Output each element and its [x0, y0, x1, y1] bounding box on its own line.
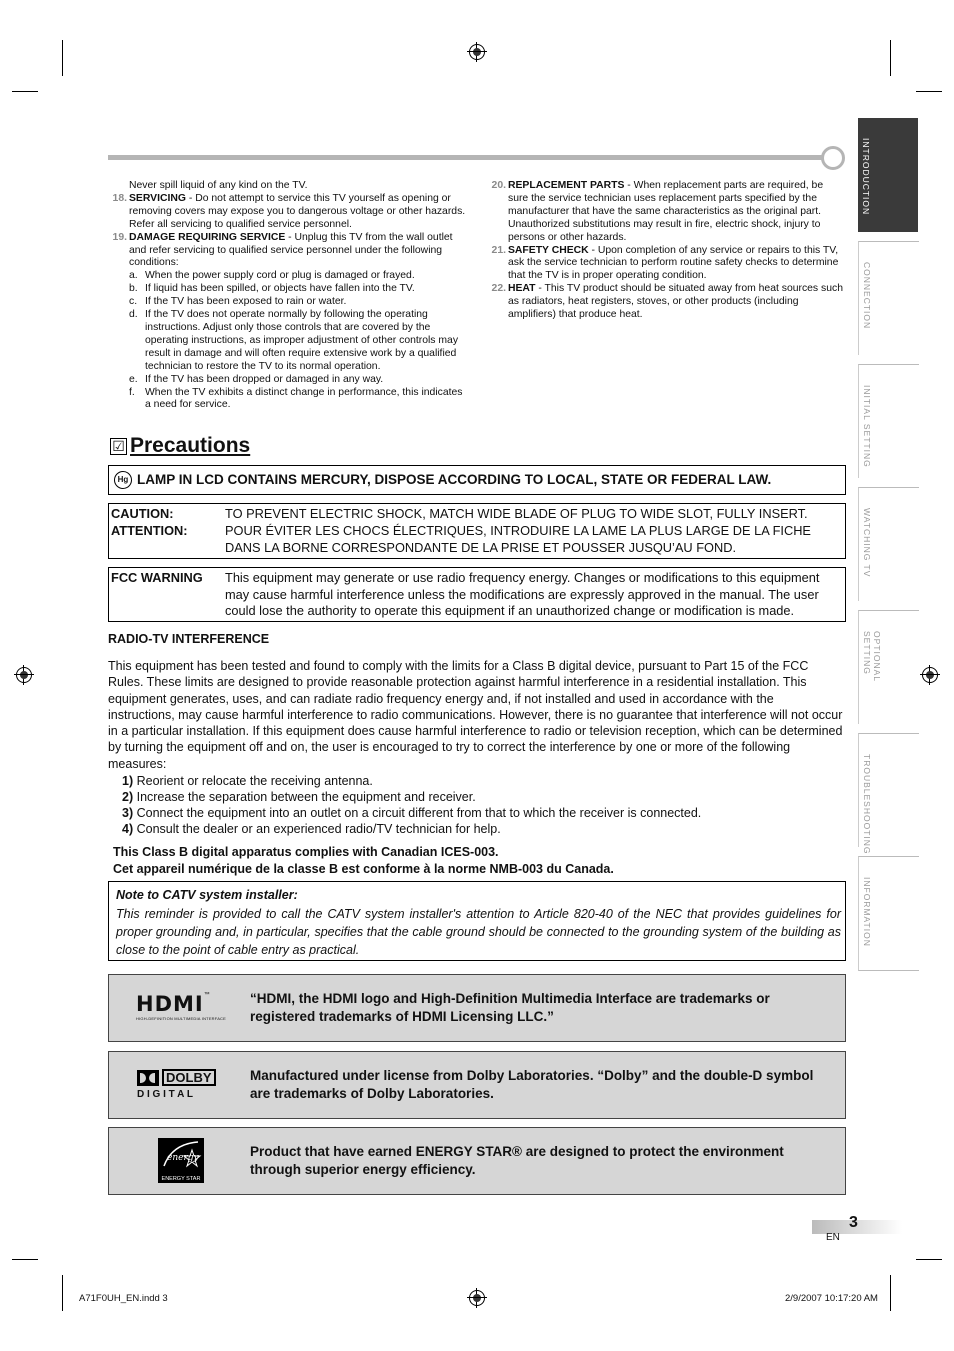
measure-number: 2)	[122, 790, 134, 804]
svg-text:energy: energy	[167, 1153, 199, 1163]
condition-text: If liquid has been spilled, or objects have fallen into the TV.	[145, 283, 415, 295]
attention-label: ATTENTION:	[111, 523, 188, 538]
tab-label: OPTIONAL SETTING	[862, 631, 882, 682]
item-title: REPLACEMENT PARTS	[508, 180, 625, 191]
item-text: - This TV product should be situated away from heat sources such as radiators, heat registers, stoves, or other products (including amplifiers) that produce heat.	[508, 283, 843, 321]
crop-mark	[916, 91, 942, 92]
condition-item	[109, 309, 469, 374]
condition-letter: f.	[129, 386, 135, 398]
crop-mark	[890, 40, 891, 76]
crop-mark	[62, 40, 63, 76]
crop-mark	[890, 1275, 891, 1311]
item-number: 20.	[491, 180, 506, 191]
caution-label: CAUTION:	[111, 506, 174, 521]
mercury-warning-box	[108, 465, 846, 495]
hdmi-trademark-box	[108, 974, 846, 1042]
language-code: EN	[826, 1232, 840, 1243]
item-number: 18.	[112, 192, 127, 204]
item-text: - Do not attempt to service this TV yourself as opening or removing covers may expose you to dangerous voltage or other hazards. Refer all servicing to qualified service personnel.	[129, 192, 466, 230]
hdmi-logo	[136, 992, 226, 1021]
dolby-logo	[137, 1069, 216, 1100]
item-number: 21.	[491, 244, 506, 256]
safety-item-20	[488, 180, 846, 245]
footer-filename: A71F0UH_EN.indd 3	[79, 1293, 168, 1304]
condition-item	[109, 374, 469, 387]
canada-notice-en: This Class B digital apparatus complies with Canadian ICES-003.	[113, 845, 499, 859]
crop-mark	[916, 1259, 942, 1260]
catv-note-box	[108, 881, 846, 961]
measure-text: Consult the dealer or an experienced radio/TV technician for help.	[133, 822, 501, 836]
footer-date: 2/9/2007 10:17:20 AM	[785, 1293, 878, 1304]
energy-star-box	[108, 1127, 846, 1195]
condition-text: If the TV has been exposed to rain or water.	[145, 296, 347, 308]
item-text: - Upon completion of any service or repairs to this TV, ask the service technician to perform routine safety checks to determine that the TV is in proper operating condition.	[508, 244, 839, 282]
condition-letter: c.	[129, 296, 138, 308]
condition-letter: b.	[129, 283, 138, 295]
double-d-icon	[137, 1070, 159, 1086]
measure-item	[122, 790, 476, 804]
dolby-logo-text: DOLBY	[162, 1069, 216, 1086]
page-number: 3	[849, 1214, 858, 1231]
item-number: 22.	[491, 283, 506, 295]
measure-item	[122, 822, 501, 836]
condition-text: If the TV has been dropped or damaged in any way.	[145, 373, 384, 385]
item-text: - Unplug this TV from the wall outlet and refer servicing to qualified service personnel under the following conditions:	[129, 231, 453, 269]
dolby-trademark-text: Manufactured under license from Dolby Laboratories. “Dolby” and the double-D symbol are trademarks of Dolby Laboratories.	[250, 1068, 814, 1101]
condition-letter: a.	[129, 270, 138, 282]
item-title: HEAT	[508, 283, 536, 295]
hdmi-trademark-text: “HDMI, the HDMI logo and High-Definition Multimedia Interface are trademarks or registered trademarks of HDMI Licensing LLC.”	[250, 991, 770, 1024]
measure-item	[122, 806, 701, 820]
tab-label: CONNECTION	[862, 262, 872, 330]
tab-label: INFORMATION	[862, 877, 872, 947]
mercury-warning-text: LAMP IN LCD CONTAINS MERCURY, DISPOSE ACCORDING TO LOCAL, STATE OR FEDERAL LAW.	[137, 472, 772, 487]
condition-letter: e.	[129, 373, 138, 385]
item-number: 19.	[112, 231, 127, 243]
item-title: DAMAGE REQUIRING SERVICE	[129, 231, 286, 243]
safety-intro	[109, 180, 469, 193]
fcc-text: This equipment may generate or use radio frequency energy. Changes or modifications to this equipment may cause harmful interference unless the modifications are expressly approved in the manual. The user could lose the authority to operate this equipment if an unauthorized change or modification is made.	[225, 570, 820, 618]
registration-mark-icon	[16, 667, 32, 683]
item-text: - When replacement parts are required, be sure the service technician uses replacement parts specified by the manufacturer that have the same characteristics as the original part. Unauthorized substitutions may result in fire, electric shock, injury to persons or other hazards.	[508, 180, 824, 243]
rtv-paragraph: This equipment has been tested and found to comply with the limits for a Class B digital device, pursuant to Part 15 of the FCC Rules. These limits are designed to provide reasonable protection against harmful interference in a residential installation. This equipment generates, uses, and can radiate radio frequency energy and, if not installed and used in accordance with the instructions, may cause harmful interference to radio communications. However, there is no guarantee that interference will not occur in a particular installation. If this equipment does cause harmful interference to radio or television reception, which can be determined by turning the equipment off and on, the user is encouraged to try to correct the interference by one or more of the following measures:	[108, 659, 843, 771]
rtv-heading: RADIO-TV INTERFERENCE	[108, 632, 270, 646]
fcc-warning-box	[108, 567, 846, 622]
hdmi-logo-tm: ™	[203, 992, 210, 998]
checkbox-icon: ☑	[110, 438, 127, 455]
header-circle	[821, 146, 845, 170]
registration-mark-icon	[469, 44, 485, 60]
measure-text: Reorient or relocate the receiving antenna.	[133, 774, 373, 788]
energy-star-icon	[158, 1138, 204, 1174]
header-rule	[108, 155, 824, 160]
hdmi-logo-text: HDMI	[136, 992, 204, 1016]
item-title: SAFETY CHECK	[508, 244, 589, 256]
safety-item-22	[488, 283, 846, 322]
tab-troubleshooting[interactable]	[858, 733, 919, 855]
crop-mark	[62, 1275, 63, 1311]
condition-item	[109, 296, 469, 309]
fcc-label: FCC WARNING	[111, 570, 203, 585]
condition-item	[109, 387, 469, 413]
dolby-trademark-box	[108, 1051, 846, 1119]
attention-text: POUR ÉVITER LES CHOCS ÉLECTRIQUES, INTRODUIRE LA LAME LA PLUS LARGE DE LA FICHE DANS LA BORNE CORRESPONDANTE DE LA PRISE ET POUSSER JUSQU’AU FOND.	[225, 523, 811, 555]
intro-text: Never spill liquid of any kind on the TV.	[129, 180, 308, 191]
condition-text: If the TV does not operate normally by following the operating instructions. Adjust only those controls that are covered by the operating instructions, as improper adjustment of other controls may result in damage and will often require extensive work by a qualified technician to restore the TV to its normal operation.	[145, 309, 459, 372]
measure-text: Increase the separation between the equipment and receiver.	[133, 790, 476, 804]
condition-letter: d.	[129, 309, 138, 321]
caution-box	[108, 503, 846, 559]
catv-heading: Note to CATV system installer:	[116, 888, 298, 902]
safety-item-21	[488, 245, 846, 284]
measure-item	[122, 774, 373, 788]
mercury-icon: Hg	[114, 471, 132, 489]
condition-item	[109, 283, 469, 296]
tab-connection[interactable]	[858, 241, 919, 355]
tab-initial-setting[interactable]	[858, 364, 919, 478]
tab-introduction[interactable]	[858, 118, 918, 232]
hdmi-logo-subtitle: HIGH-DEFINITION MULTIMEDIA INTERFACE	[136, 1016, 227, 1021]
item-title: SERVICING	[129, 192, 186, 204]
energy-star-text: Product that have earned ENERGY STAR® are designed to protect the environment through superior energy efficiency.	[250, 1144, 784, 1177]
registration-mark-icon	[922, 667, 938, 683]
measure-number: 4)	[122, 822, 134, 836]
condition-text: When the power supply cord or plug is damaged or frayed.	[145, 270, 415, 282]
condition-text: When the TV exhibits a distinct change in performance, this indicates a need for service.	[145, 386, 463, 411]
crop-mark	[12, 91, 38, 92]
tab-information[interactable]	[858, 856, 919, 971]
safety-left-column	[109, 180, 469, 412]
condition-item	[109, 270, 469, 283]
tab-label: WATCHING TV	[862, 508, 872, 578]
tab-label: INITIAL SETTING	[862, 385, 872, 468]
canada-notice-fr: Cet appareil numérique de la classe B est conforme à la norme NMB-003 du Canada.	[113, 862, 614, 876]
tab-label: INTRODUCTION	[861, 138, 871, 216]
crop-mark	[12, 1259, 38, 1260]
safety-item-18	[109, 193, 469, 232]
measure-number: 1)	[122, 774, 134, 788]
measure-number: 3)	[122, 806, 134, 820]
energy-star-logo-text: ENERGY STAR	[161, 1176, 201, 1182]
tab-optional-setting[interactable]	[858, 610, 919, 724]
safety-right-column	[488, 180, 846, 322]
measure-text: Connect the equipment into an outlet on a circuit different from that to which the receiver is connected.	[133, 806, 702, 820]
section-heading: Precautions	[130, 434, 251, 457]
energy-star-logo	[158, 1138, 204, 1183]
tab-label: TROUBLESHOOTING	[862, 754, 872, 855]
dolby-digital-text: D I G I T A L	[137, 1089, 193, 1100]
tab-watching-tv[interactable]	[858, 487, 919, 601]
catv-text: This reminder is provided to call the CATV system installer's attention to Article 820-40 of the NEC that provides guidelines for proper grounding and, in particular, specifies that the cable ground should be connected to the grounding system of the building as close to the point of cable entry as practical.	[116, 907, 841, 957]
registration-mark-icon	[469, 1290, 485, 1306]
caution-text: TO PREVENT ELECTRIC SHOCK, MATCH WIDE BLADE OF PLUG TO WIDE SLOT, FULLY INSERT.	[225, 506, 808, 521]
safety-item-19	[109, 232, 469, 271]
